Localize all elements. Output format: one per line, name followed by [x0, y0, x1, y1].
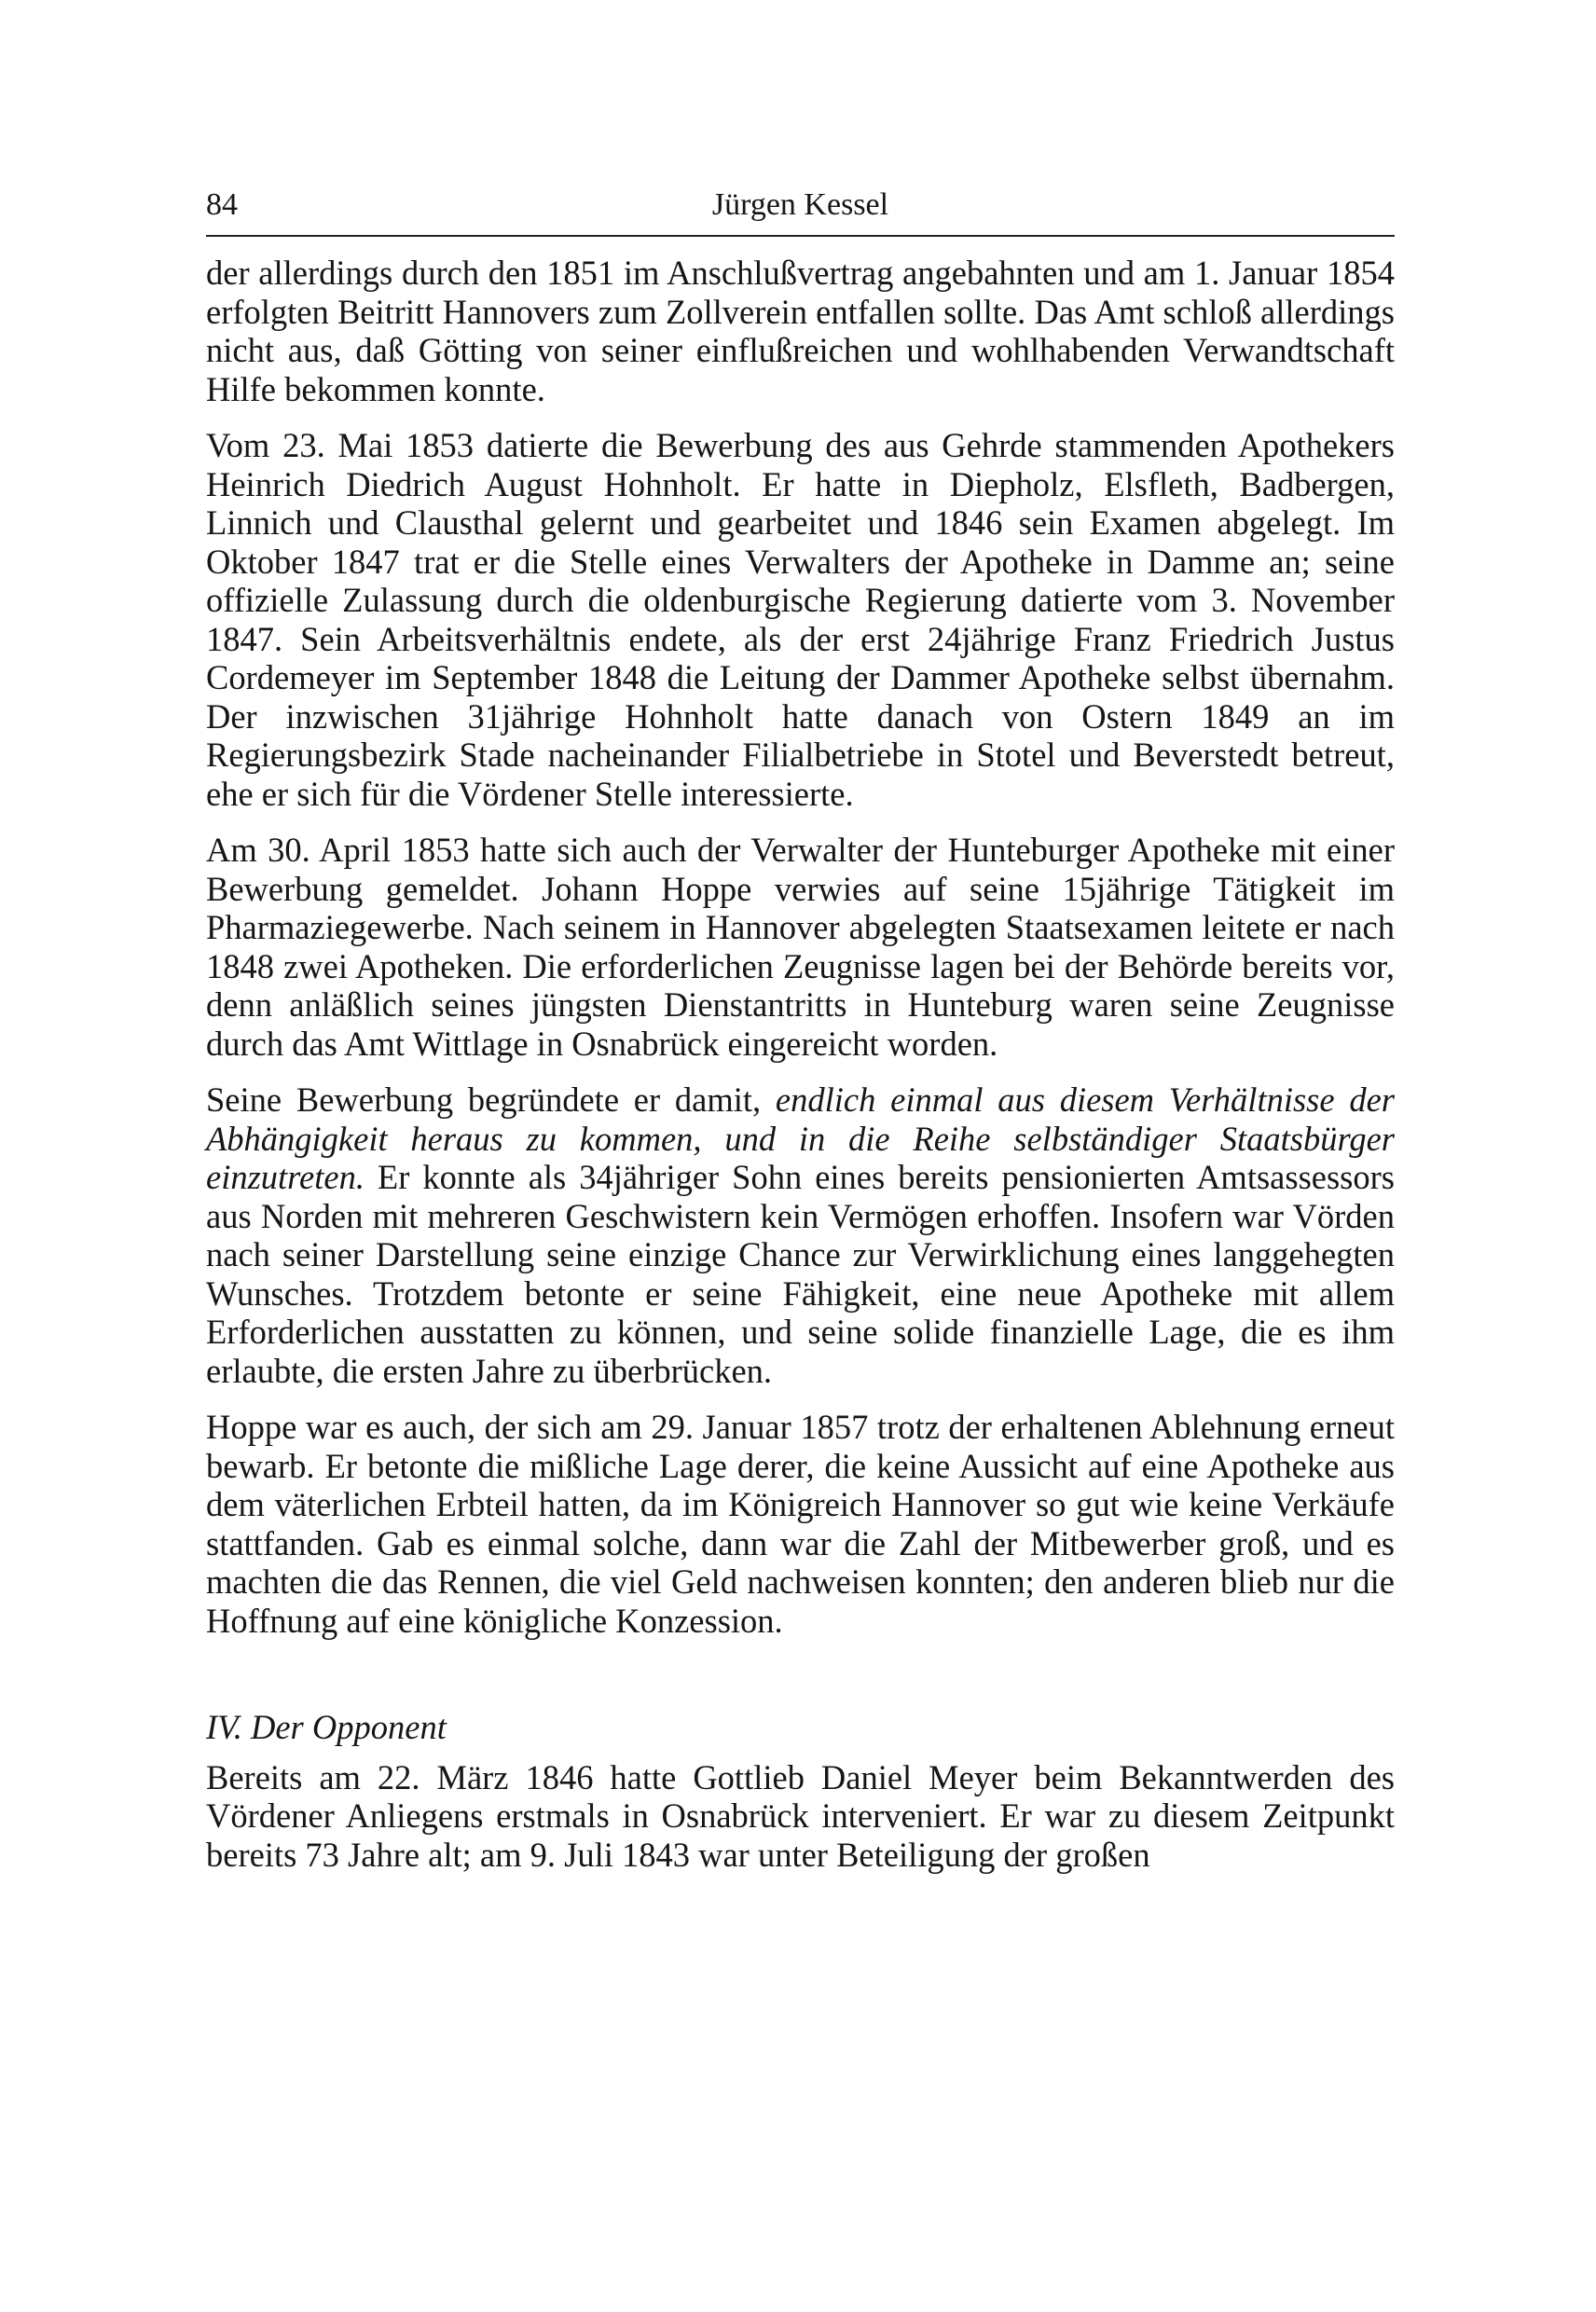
paragraph-4 — [206, 1080, 1395, 1390]
running-header — [206, 186, 1395, 235]
paragraph-3: Am 30. April 1853 hatte sich auch der Verwalter der Hunteburger Apotheke mit einer Bewerbung gemeldet. Johann Hoppe verwies auf seine 15jährige Tätigkeit im Pharmaziegewerbe. Nach seinem in Hannover abgelegten Staatsexamen leitete er nach 1848 zwei Apotheken. Die erforderlichen Zeugnisse lagen bei der Behörde bereits vor, denn anläßlich seines jüngsten Dienstantritts in Hunteburg waren seine Zeugnisse durch das Amt Wittlage in Osnabrück eingereicht worden. — [206, 831, 1395, 1063]
paragraph-4-quote: endlich einmal aus diesem Verhältnisse der Abhängigkeit heraus zu kommen, und in die Reihe selbständiger Staatsbürger einzutreten. — [206, 1080, 1395, 1196]
paragraph-2: Vom 23. Mai 1853 datierte die Bewerbung des aus Gehrde stammenden Apothekers Heinrich Diedrich August Hohnholt. Er hatte in Diepholz, Elsfleth, Badbergen, Linnich und Clausthal gelernt und gearbeitet und 1846 sein Examen abgelegt. Im Oktober 1847 trat er die Stelle eines Verwalters der Apotheke in Damme an; seine offizielle Zulassung durch die oldenburgische Regierung datierte vom 3. November 1847. Sein Arbeitsverhältnis endete, als der erst 24jährige Franz Friedrich Justus Cordemeyer im September 1848 die Leitung der Dammer Apotheke selbst übernahm. Der inzwischen 31jährige Hohnholt hatte danach von Ostern 1849 an im Regierungsbezirk Stade nacheinander Filialbetriebe in Stotel und Beverstedt betreut, ehe er sich für die Vördener Stelle interessierte. — [206, 426, 1395, 813]
section-heading-gap — [242, 1708, 251, 1746]
body-text — [206, 254, 1395, 1892]
section-title: Der Opponent — [251, 1708, 447, 1746]
page-number: 84 — [206, 187, 238, 222]
paragraph-5: Hoppe war es auch, der sich am 29. Januar 1857 trotz der erhaltenen Ablehnung erneut bewarb. Er betonte die mißliche Lage derer, die keine Aussicht auf eine Apotheke aus dem väterlichen Erbteil hatten, da im Königreich Hannover so gut wie keine Verkäufe stattfanden. Gab es einmal solche, dann war die Zahl der Mitbewerber groß, und es machten die das Rennen, die viel Geld nachweisen konnten; den anderen blieb nur die Hoffnung auf eine königliche Konzession. — [206, 1408, 1395, 1640]
running-head-author: Jürgen Kessel — [711, 187, 889, 222]
paragraph-4-rest: Er konnte als 34jähriger Sohn eines bereits pensionierten Amtsassessors aus Norden mit mehreren Geschwistern kein Vermögen erhoffen. Insofern war Vörden nach seiner Darstellung seine einzige Chance zur Verwirklichung eines langgehegten Wunsches. Trotzdem betonte er seine Fähigkeit, eine neue Apotheke mit allem Erforderlichen ausstatten zu können, und seine solide finanzielle Lage, die es ihm erlaubte, die ersten Jahre zu überbrücken. — [206, 1158, 1395, 1390]
section-paragraph-1: Bereits am 22. März 1846 hatte Gottlieb Daniel Meyer beim Bekanntwerden des Vördener Anliegens erstmals in Osnabrück interveniert. Er war zu diesem Zeitpunkt bereits 73 Jahre alt; am 9. Juli 1843 war unter Beteiligung der großen — [206, 1757, 1395, 1874]
section-heading — [206, 1708, 1395, 1747]
header-rule — [206, 235, 1395, 237]
section-number: IV. — [206, 1708, 242, 1746]
paragraph-1: der allerdings durch den 1851 im Anschlußvertrag angebahnten und am 1. Januar 1854 erfolgten Beitritt Hannovers zum Zollverein entfallen sollte. Das Amt schloß allerdings nicht aus, daß Götting von seiner einflußreichen und wohlhabenden Verwandtschaft Hilfe bekommen konnte. — [206, 254, 1395, 408]
paragraph-4-lead: Seine Bewerbung begründete er damit, — [206, 1080, 776, 1119]
